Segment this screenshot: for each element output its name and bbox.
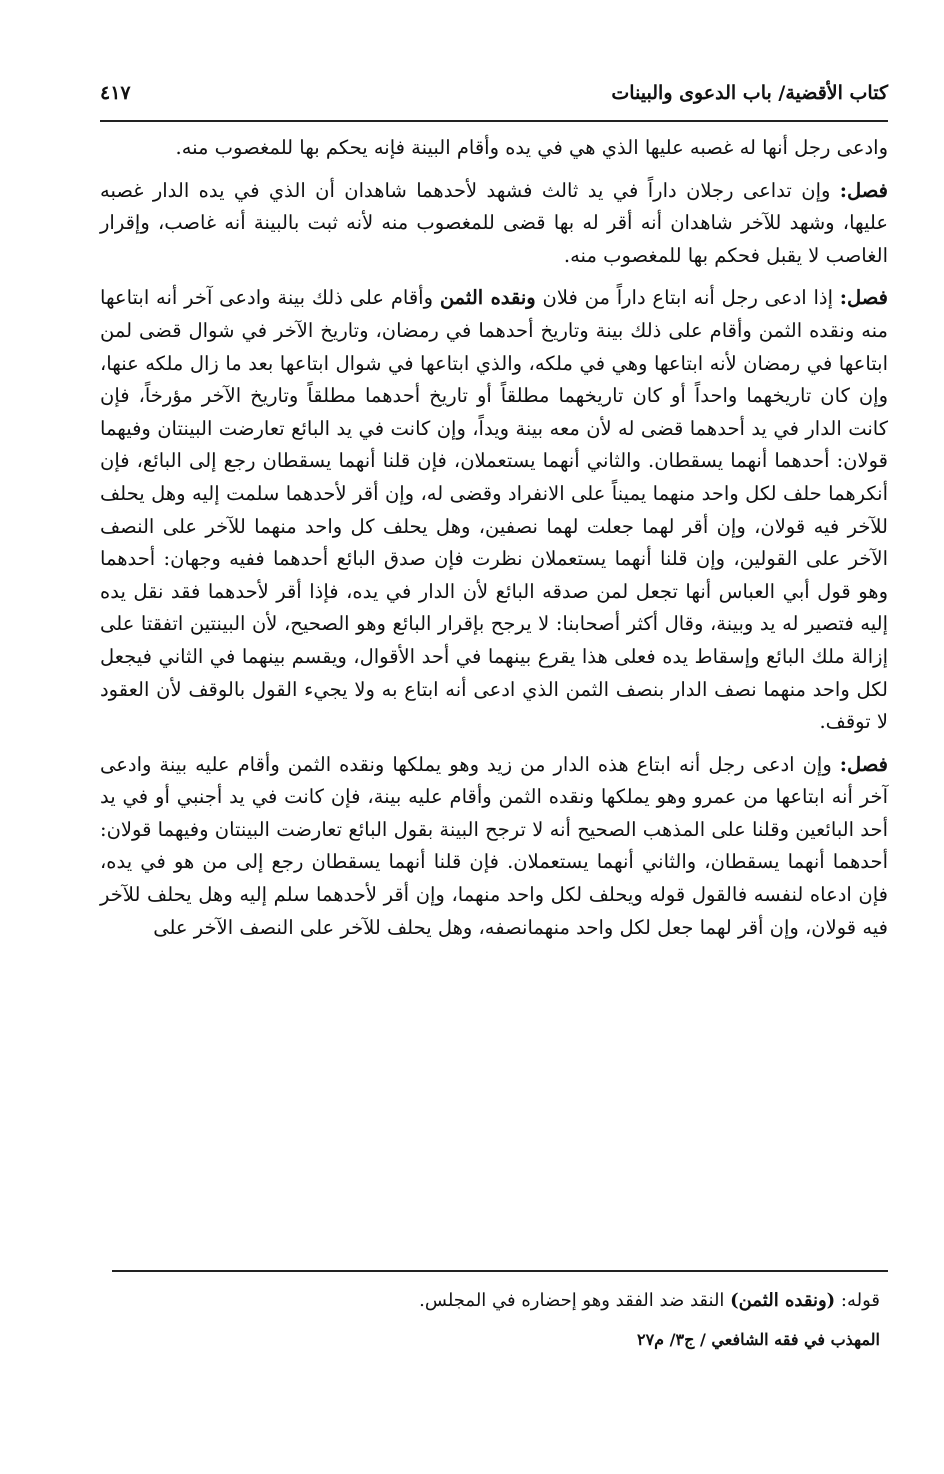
paragraph	[100, 175, 888, 273]
paragraph	[100, 132, 888, 165]
running-title: كتاب الأقضية/ باب الدعوى والبينات	[611, 82, 888, 104]
footnote-prefix: قوله:	[835, 1290, 880, 1311]
book-page	[100, 82, 888, 954]
footnote-text: النقد ضد الفقد وهو إحضاره في المجلس.	[419, 1290, 731, 1311]
main-text	[100, 132, 888, 944]
header-rule	[100, 120, 888, 122]
footnote	[419, 1290, 880, 1311]
paragraph-text: وادعى رجل أنها له غصبه عليها الذي هي في يده وأقام البينة فإنه يحكم بها للمغصوب منه.	[175, 136, 888, 159]
footnote-term: (ونقده الثمن)	[730, 1290, 836, 1311]
paragraph-text: وأقام على ذلك بينة وادعى آخر أنه ابتاعها منه ونقده الثمن وأقام على ذلك بينة وتاريخ أحدهما في رمضان، وتاريخ الآخر في شوال قضى لمن ابتاعها في رمضان لأنه ابتاعها وهي في ملكه، والذي ابتاعها في شوال ابتاعها بعد ما زال ملكه عنها، وإن كان تاريخهما واحداً أو كان تاريخهما مطلقاً أو تاريخ أحدهما مطلقاً وتاريخ الآخر مؤرخاً، فإن كانت الدار في يد أحدهما قضى له لأن معه بينة ويداً، وإن كانت في يد البائع تعارضت البينتان وفيهما قولان: أحدهما أنهما يسقطان. والثاني أنهما يستعملان، فإن قلنا أنهما يسقطان رجع إلى البائع، فإن أنكرهما حلف لكل واحد منهما يميناً على الانفراد وقضى له، وإن أقر لأحدهما سلمت إليه وهل يحلف للآخر فيه قولان، وإن أقر لهما جعلت لهما نصفين، وهل يحلف كل واحد منهما للآخر على النصف الآخر على القولين، وإن قلنا أنهما يستعملان نظرت فإن صدق البائع أحدهما ففيه وجهان: أحدهما وهو قول أبي العباس أنها تجعل لمن صدقه البائع لأن الدار في يده، فإذا أقر لأحدهما فقد نقل يده إليه فتصير له يد وبينة، وقال أكثر أصحابنا: لا يرجح بإقرار البائع وهو الصحيح، لأن البينتين اتفقتا على إزالة ملك البائع وإسقاط يده فعلى هذا يقرع بينهما في أحد الأقوال، ويقسم بينهما في الثاني فيجعل لكل واحد منهما نصف الدار بنصف الثمن الذي ادعى أنه ابتاع به ولا يجيء القول بالوقف لأن العقود لا توقف.	[100, 286, 889, 734]
paragraph	[100, 749, 888, 945]
section-lead: فصل:	[839, 178, 888, 202]
section-lead: فصل:	[839, 286, 888, 310]
footnote-rule	[112, 1270, 888, 1272]
section-lead: فصل:	[839, 752, 888, 776]
paragraph-text: إذا ادعى رجل أنه ابتاع داراً من فلان	[535, 286, 840, 310]
paragraph-text: وإن ادعى رجل أنه ابتاع هذه الدار من زيد وهو يملكها ونقده الثمن وأقام عليه بينة وادعى آخر أنه ابتاعها من عمرو وهو يملكها ونقده الثمن وأقام عليه بينة، فإن كانت في يد أجنبي أو في يد أحد البائعين وقلنا على المذهب الصحيح أنه لا ترجح البينة بقول البائع تعارضت البينتان وفيهما قولان: أحدهما أنهما يسقطان، والثاني أنهما يستعملان. فإن قلنا أنهما يسقطان رجع إلى من هو في يده، فإن ادعاه لنفسه فالقول قوله ويحلف لكل واحد منهما، وإن أقر لأحدهما سلم إليه وهل يحلف للآخر فيه قولان، وإن أقر لهما جعل لكل واحد منهمانصفه، وهل يحلف للآخر على النصف الآخر على	[100, 752, 888, 939]
page-header	[100, 82, 888, 116]
paragraph	[100, 282, 888, 738]
source-line: المهذب في فقه الشافعي / ج٣/ م٢٧	[636, 1330, 880, 1349]
bold-term: ونقده الثمن	[439, 286, 536, 310]
paragraph-text: وإن تداعى رجلان داراً في يد ثالث فشهد لأحدهما شاهدان أن الذي في يده الدار غصبه عليها، وشهد للآخر شاهدان أنه أقر له بها قضى للمغصوب منه لأنه ثبت بالبينة أنه غاصب، وإقرار الغاصب لا يقبل فحكم بها للمغصوب منه.	[100, 178, 888, 267]
page-number: ٤١٧	[100, 82, 131, 104]
